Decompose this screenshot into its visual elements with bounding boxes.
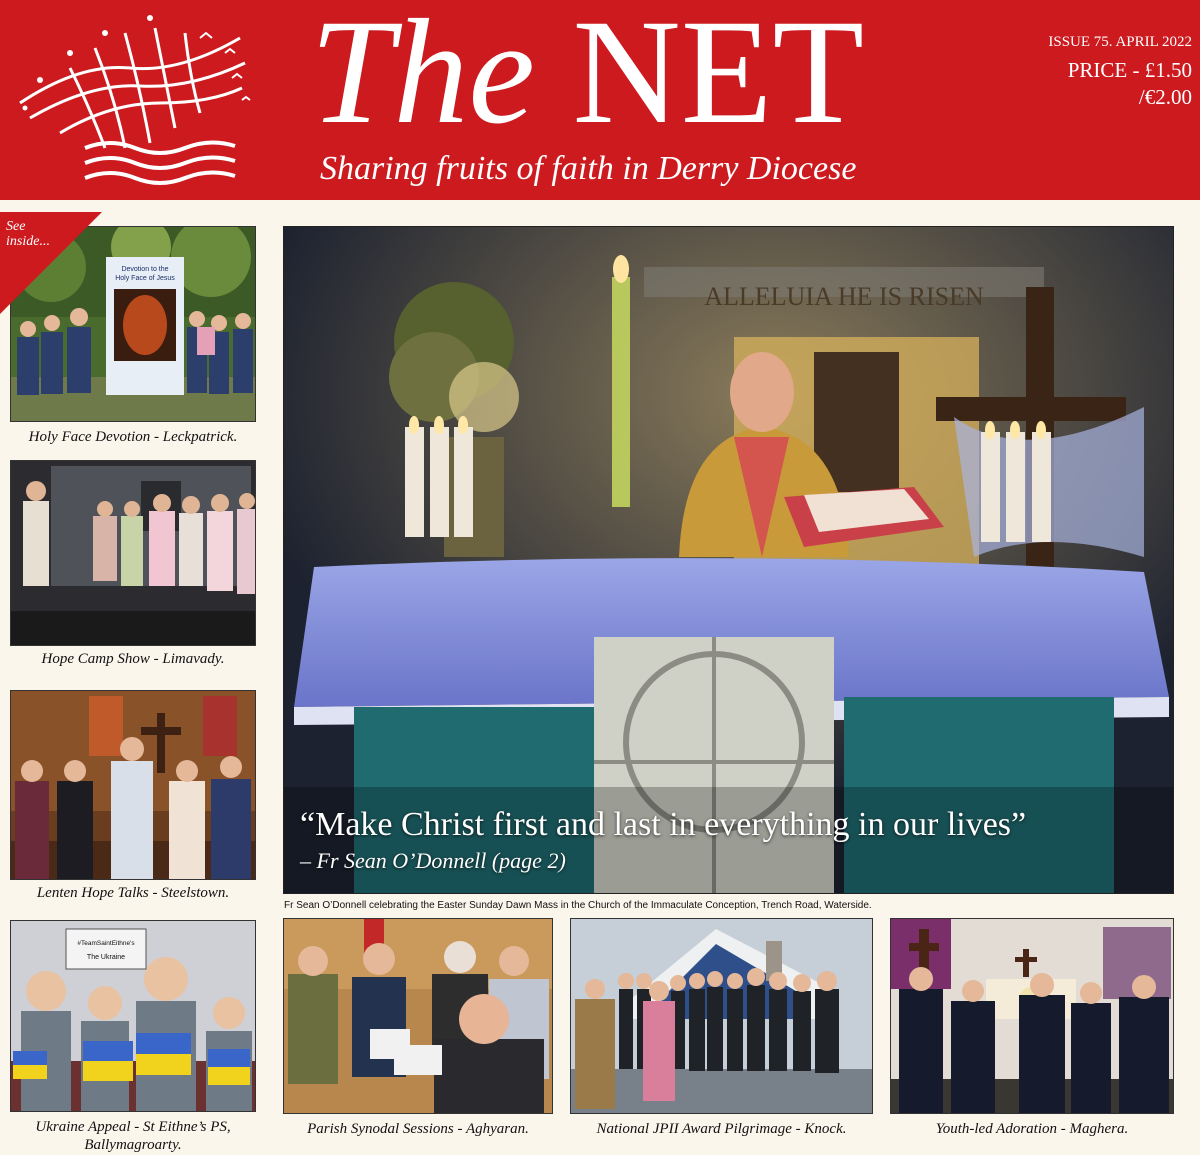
jpii-pilgrimage-scene bbox=[571, 919, 873, 1114]
title-the: The bbox=[310, 0, 535, 155]
caption-hope-camp: Hope Camp Show - Limavady. bbox=[41, 651, 225, 667]
tagline: Sharing fruits of faith in Derry Diocese bbox=[320, 150, 857, 187]
caption-holy-face: Holy Face Devotion - Leckpatrick. bbox=[28, 429, 238, 445]
price-gbp: PRICE - £1.50 bbox=[1067, 58, 1192, 82]
masthead bbox=[0, 0, 1200, 200]
net-and-waves-logo-icon bbox=[10, 8, 255, 188]
caption-ukraine-line-2: Ballymagroarty. bbox=[84, 1137, 182, 1153]
sign-line-2: The Ukraine bbox=[86, 954, 126, 961]
caption-jpii-pilgrimage: National JPII Award Pilgrimage - Knock. bbox=[596, 1121, 847, 1137]
title-net: NET bbox=[572, 0, 865, 155]
price bbox=[1068, 57, 1192, 111]
photo-synodal-sessions bbox=[283, 918, 553, 1114]
main-photo-caption: Fr Sean O’Donnell celebrating the Easter Sunday Dawn Mass in the Church of the Immaculate Conception, Trench Road, Waterside. bbox=[284, 900, 872, 911]
caption-youth-adoration: Youth-led Adoration - Maghera. bbox=[935, 1121, 1129, 1137]
see-inside-line-2: inside... bbox=[6, 234, 50, 249]
banner-alleluia: ALLELUIA HE IS RISEN bbox=[704, 282, 984, 311]
see-inside-line-1: See bbox=[6, 219, 26, 234]
pull-quote-attribution: – Fr Sean O’Donnell (page 2) bbox=[300, 848, 566, 873]
price-eur: /€2.00 bbox=[1138, 85, 1192, 109]
caption-ukraine-line-1: Ukraine Appeal - St Eithne’s PS, bbox=[35, 1119, 231, 1135]
photo-lenten-talks bbox=[10, 690, 256, 880]
easter-mass-scene bbox=[284, 227, 1174, 894]
photo-jpii-pilgrimage bbox=[570, 918, 873, 1114]
hope-camp-scene bbox=[11, 461, 256, 646]
photo-hope-camp bbox=[10, 460, 256, 646]
issue-number: ISSUE 75. APRIL 2022 bbox=[1048, 34, 1192, 50]
main-photo-easter-mass bbox=[283, 226, 1174, 894]
caption-ukraine-appeal bbox=[10, 1118, 256, 1154]
photo-ukraine-appeal bbox=[10, 920, 256, 1112]
banner-line-1: Devotion to the bbox=[121, 266, 169, 273]
see-inside-label bbox=[6, 219, 76, 249]
caption-synodal-sessions: Parish Synodal Sessions - Aghyaran. bbox=[307, 1121, 529, 1137]
youth-adoration-scene bbox=[891, 919, 1174, 1114]
banner-line-2: Holy Face of Jesus bbox=[115, 275, 175, 282]
sign-line-1: #TeamSaintEithne's bbox=[77, 940, 135, 947]
ukraine-appeal-scene bbox=[11, 921, 256, 1112]
caption-lenten-talks: Lenten Hope Talks - Steelstown. bbox=[36, 885, 230, 901]
newspaper-title bbox=[310, 0, 930, 155]
lenten-talks-scene bbox=[11, 691, 256, 880]
photo-youth-adoration bbox=[890, 918, 1174, 1114]
pull-quote: “Make Christ first and last in everything in our lives” bbox=[300, 806, 1027, 843]
synodal-sessions-scene bbox=[284, 919, 553, 1114]
